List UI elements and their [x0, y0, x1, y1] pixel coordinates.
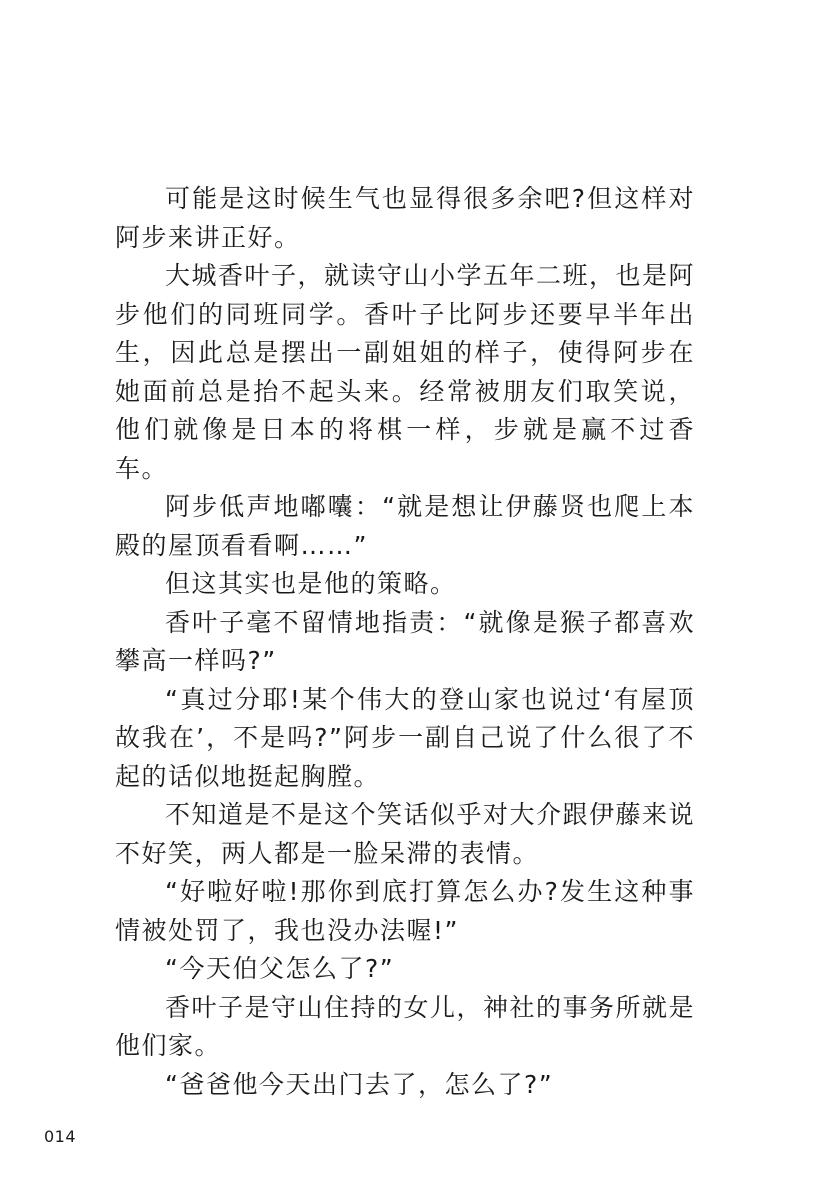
paragraph: “好啦好啦!那你到底打算怎么办?发生这种事情被处罚了，我也没办法喔!”: [115, 877, 695, 945]
paragraph: 阿步低声地嘟囔：“就是想让伊藤贤也爬上本殿的屋顶看看啊……”: [115, 492, 695, 560]
paragraph: “真过分耶!某个伟大的登山家也说过‘有屋顶故我在’，不是吗?”阿步一副自己说了什么很了不起的话似地挺起胸膛。: [115, 684, 695, 791]
paragraph: 香叶子毫不留情地指责：“就像是猴子都喜欢攀高一样吗?”: [115, 607, 695, 675]
paragraph: “今天伯父怎么了?”: [165, 954, 395, 983]
page-number: 014: [44, 1127, 77, 1146]
paragraph: 香叶子是守山住持的女儿，神社的事务所就是他们家。: [115, 992, 696, 1060]
page-body: [115, 180, 695, 1104]
paragraph: “爸爸他今天出门去了，怎么了?”: [165, 1069, 554, 1099]
paragraph: 可能是这时候生气也显得很多余吧?但这样对阿步来讲正好。: [115, 184, 695, 252]
paragraph: 大城香叶子，就读守山小学五年二班，也是阿步他们的同班同学。香叶子比阿步还要早半年出生，因此总是摆出一副姐姐的样子，使得阿步在她面前总是抬不起头来。经常被朋友们取笑说，他们就像是日本的将棋一样，步就是赢不过香车。: [115, 261, 696, 483]
paragraph: 不知道是不是这个笑话似乎对大介跟伊藤来说不好笑，两人都是一脸呆滞的表情。: [115, 800, 696, 868]
paragraph: 但这其实也是他的策略。: [165, 569, 457, 598]
